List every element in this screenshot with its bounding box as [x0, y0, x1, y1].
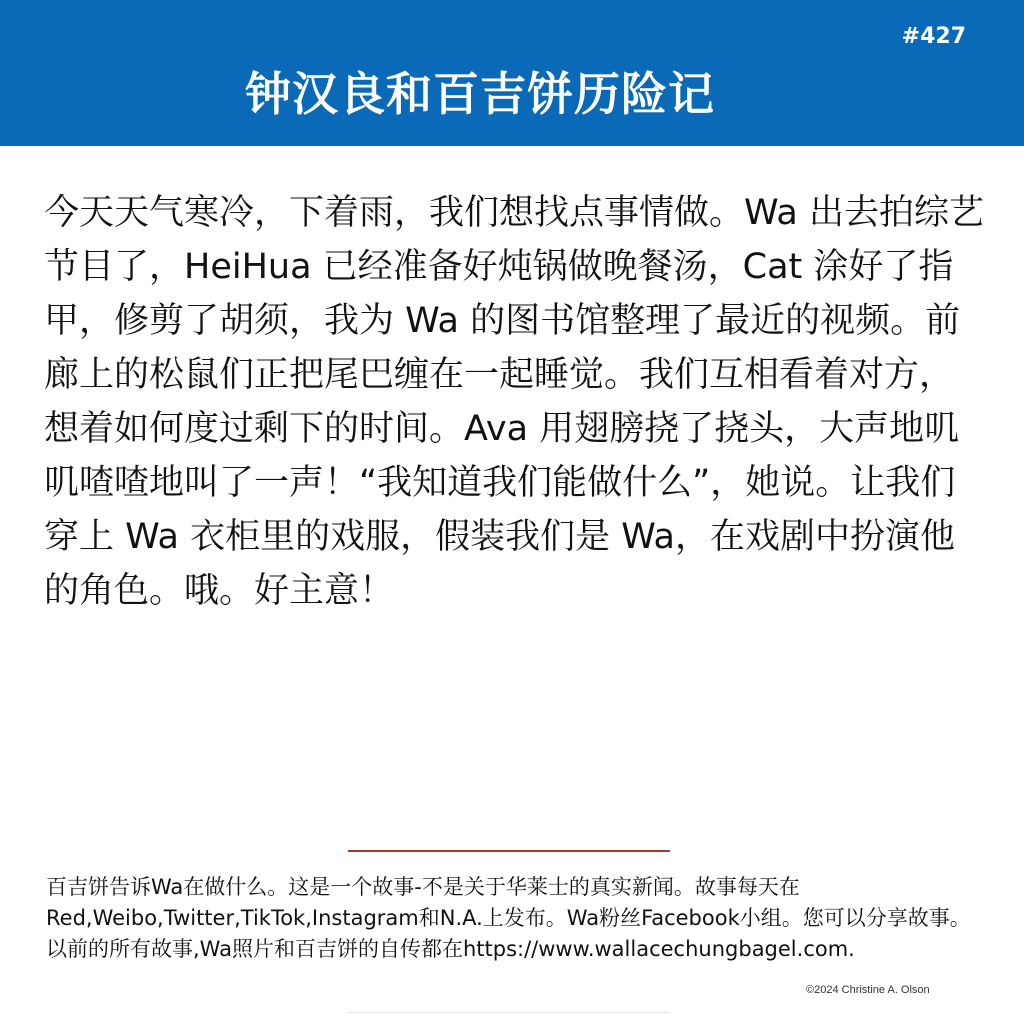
page-title: 钟汉良和百吉饼历险记 [245, 67, 715, 121]
title-banner [0, 0, 1024, 146]
copyright-notice: ©2024 Christine A. Olson [806, 984, 930, 996]
bottom-divider [348, 1012, 670, 1013]
issue-number: #427 [901, 24, 966, 49]
story-text: 今天天气寒冷，下着雨，我们想找点事情做。Wa 出去拍综艺节目了，HeiHua 已经准备好炖锅做晚餐汤，Cat 涂好了指甲，修剪了胡须，我为 Wa 的图书馆整理了最近的视频。前廊上的松鼠们正把尾巴缠在一起睡觉。我们互相看着对方，想着如何度过剩下的时间。Ava 用翅膀挠了挠头，大声地叽叽喳喳地叫了一声！“我知道我们能做什么”，她说。让我们穿上 Wa 衣柜里的戏服，假装我们是 Wa，在戏剧中扮演他的角色。哦。好主意！ [44, 193, 984, 611]
section-divider [348, 850, 670, 852]
footer-note: 百吉饼告诉Wa在做什么。这是一个故事-不是关于华莱士的真实新闻。故事每天在Red,Weibo,Twitter,TikTok,Instagram和N.A.上发布。Wa粉丝Facebook小组。您可以分享故事。以前的所有故事,Wa照片和百吉饼的自传都在https://www.wallacechungbagel.com. [46, 875, 971, 961]
